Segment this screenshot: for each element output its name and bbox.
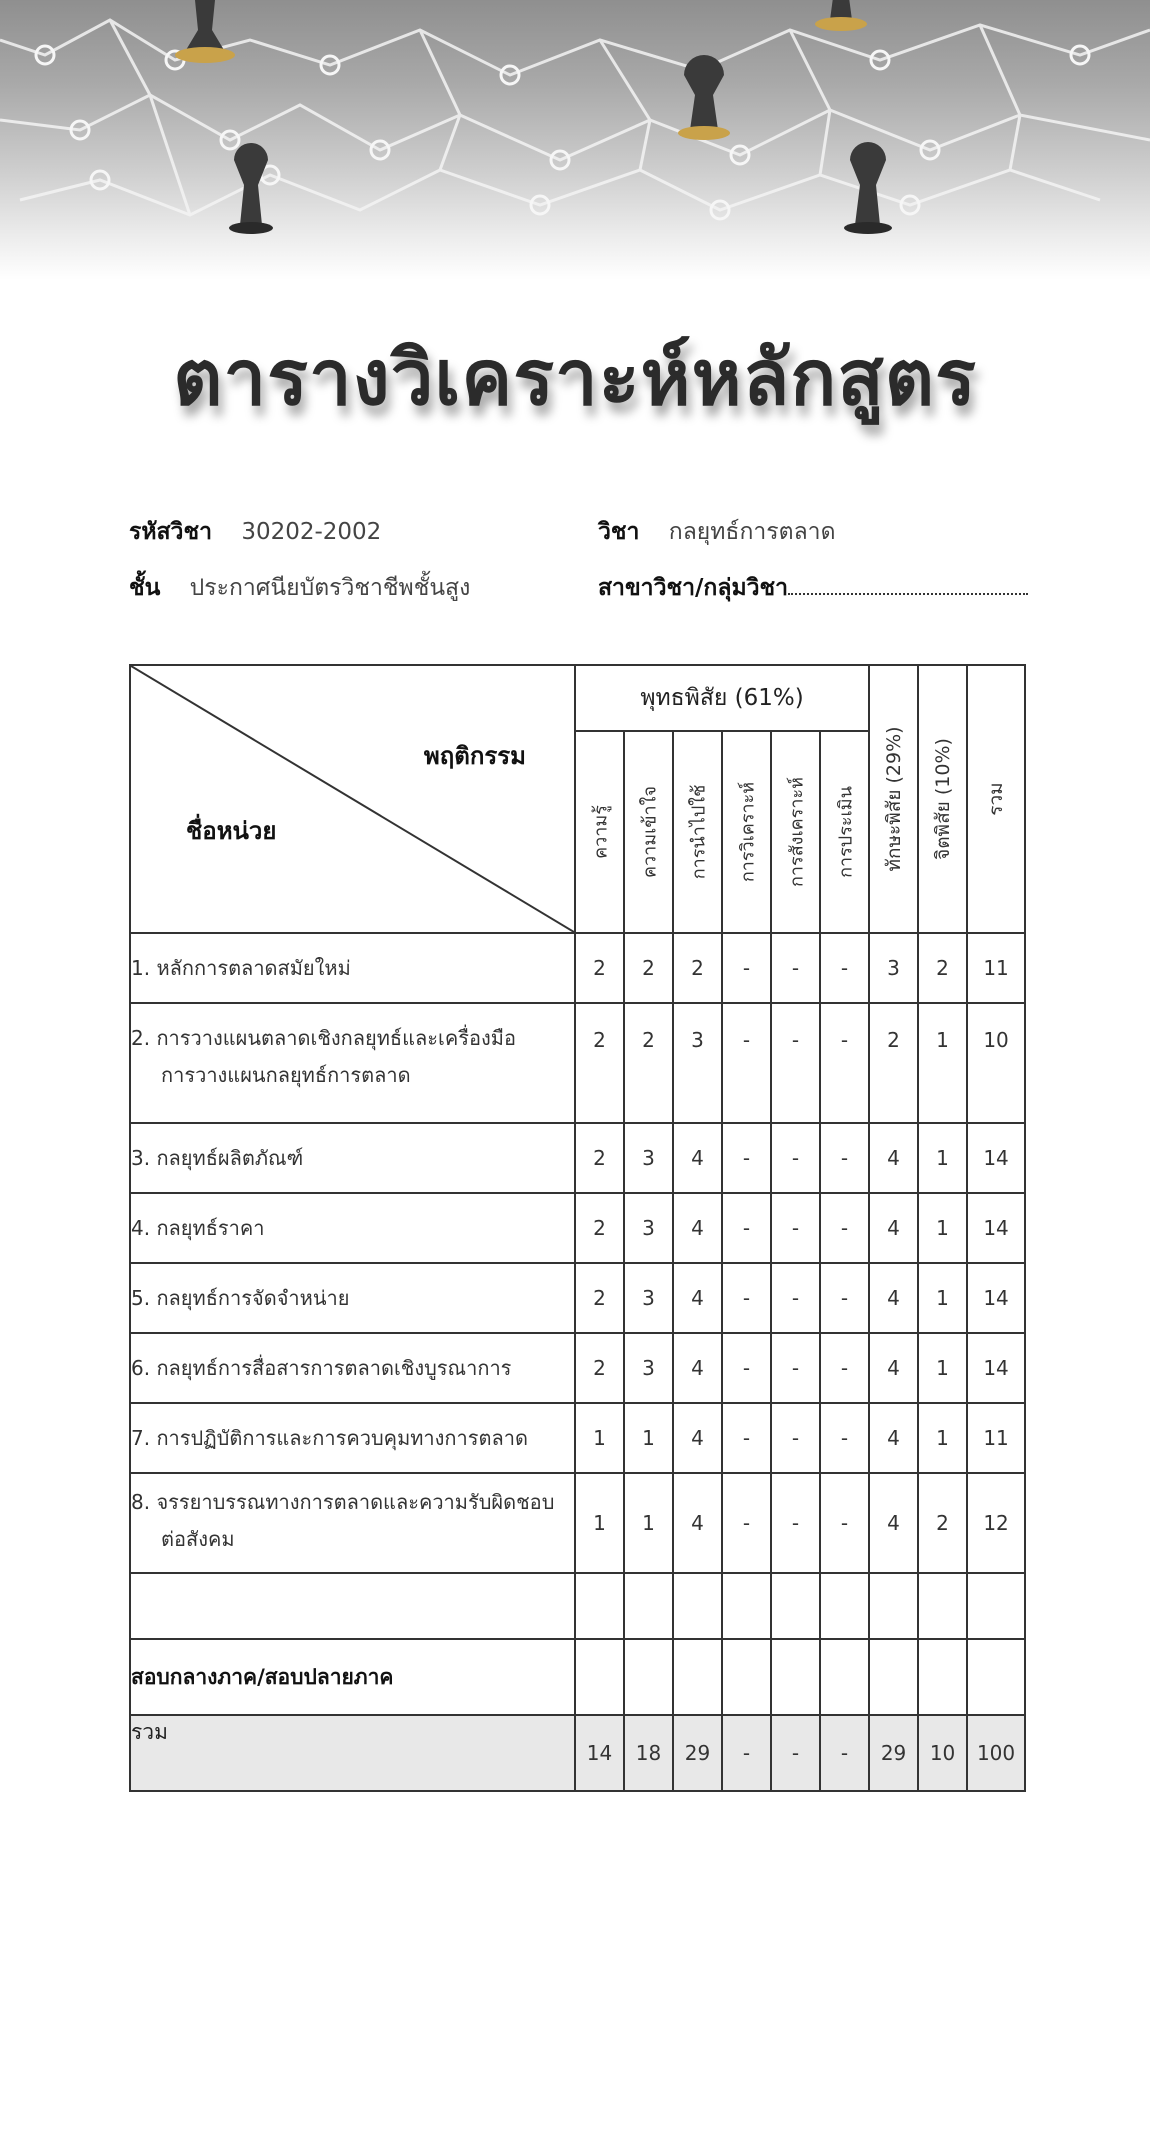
cell-value: - (820, 1003, 869, 1123)
cell-value: - (722, 1403, 771, 1473)
cell-value: 1 (918, 1193, 967, 1263)
cell-value: 4 (673, 1403, 722, 1473)
cell-value: 4 (673, 1123, 722, 1193)
table-row (130, 1403, 1025, 1473)
cell-value: 14 (967, 1263, 1025, 1333)
cell-value: 1 (918, 1333, 967, 1403)
course-code-value: 30202-2002 (241, 519, 382, 545)
col-header-evaluation: การประเมิน (820, 731, 869, 933)
cell-value: - (722, 933, 771, 1003)
level-label: ชั้น (129, 575, 161, 601)
col-header-analysis: การวิเคราะห์ (722, 731, 771, 933)
cell-value: - (820, 1193, 869, 1263)
cell-value: 4 (869, 1473, 918, 1573)
cell-value: - (771, 1473, 820, 1573)
page-title: ตารางวิเคราะห์หลักสูตร (173, 333, 977, 422)
cell-value: - (722, 1003, 771, 1123)
total-value: 29 (673, 1715, 722, 1791)
cell-value: 1 (918, 1123, 967, 1193)
unit-name: 7. การปฏิบัติการและการควบคุมทางการตลาด (130, 1403, 575, 1473)
cell-value: - (820, 1473, 869, 1573)
cell-value: 3 (624, 1123, 673, 1193)
course-code-row (129, 514, 381, 550)
cell-value: 4 (869, 1123, 918, 1193)
subject-label: วิชา (598, 519, 640, 545)
department-blank-line (788, 573, 1028, 595)
skill-col-header: ทักษะพิสัย (29%) (869, 665, 918, 933)
cell-value: - (771, 1403, 820, 1473)
unit-name: 2. การวางแผนตลาดเชิงกลยุทธ์และเครื่องมือ การวางแผนกลยุทธ์การตลาด (130, 1003, 575, 1123)
cell-value: 3 (869, 933, 918, 1003)
total-value: - (722, 1715, 771, 1791)
unit-name: 8. จรรยาบรรณทางการตลาดและความรับผิดชอบ ต่อสังคม (130, 1473, 575, 1573)
cell-value: 2 (918, 1473, 967, 1573)
total-col-header: รวม (967, 665, 1025, 933)
cell-value: 2 (869, 1003, 918, 1123)
subject-value: กลยุทธ์การตลาด (668, 519, 836, 545)
cell-value: - (771, 933, 820, 1003)
attitude-col-header: จิตพิสัย (10%) (918, 665, 967, 933)
cell-value: - (820, 1263, 869, 1333)
table-row (130, 1333, 1025, 1403)
cell-value: 3 (624, 1263, 673, 1333)
total-value: 100 (967, 1715, 1025, 1791)
cell-value: 4 (869, 1193, 918, 1263)
cell-value: 2 (673, 933, 722, 1003)
total-label: รวม (130, 1715, 575, 1791)
table-row (130, 1003, 1025, 1123)
cell-value: 11 (967, 933, 1025, 1003)
cell-value: 2 (575, 933, 624, 1003)
total-value: 14 (575, 1715, 624, 1791)
cell-value: 3 (673, 1003, 722, 1123)
cell-value: - (722, 1193, 771, 1263)
col-header-application: การนำไปใช้ (673, 731, 722, 933)
department-row (598, 570, 1028, 606)
cell-value: 2 (575, 1123, 624, 1193)
table-row (130, 933, 1025, 1003)
cell-value: - (820, 1403, 869, 1473)
total-value: - (771, 1715, 820, 1791)
table-row (130, 1123, 1025, 1193)
cell-value: 10 (967, 1003, 1025, 1123)
col-header-synthesis: การสังเคราะห์ (771, 731, 820, 933)
cell-value: 3 (624, 1193, 673, 1263)
level-value: ประกาศนียบัตรวิชาชีพชั้นสูง (189, 575, 471, 601)
unit-name: 6. กลยุทธ์การสื่อสารการตลาดเชิงบูรณาการ (130, 1333, 575, 1403)
cell-value: 4 (869, 1403, 918, 1473)
unit-name: 3. กลยุทธ์ผลิตภัณฑ์ (130, 1123, 575, 1193)
cell-value: - (771, 1263, 820, 1333)
cognitive-group-header: พุทธพิสัย (61%) (575, 665, 869, 731)
cell-value: - (722, 1123, 771, 1193)
cell-value: 4 (673, 1333, 722, 1403)
cell-value: 1 (918, 1003, 967, 1123)
cell-value: 2 (918, 933, 967, 1003)
cell-value: 12 (967, 1473, 1025, 1573)
course-code-label: รหัสวิชา (129, 519, 212, 545)
diagonal-divider (131, 666, 574, 932)
total-value: 18 (624, 1715, 673, 1791)
cell-value: - (820, 933, 869, 1003)
level-row (129, 570, 470, 606)
cell-value: - (722, 1333, 771, 1403)
cell-value: 2 (575, 1003, 624, 1123)
cell-value: 4 (673, 1263, 722, 1333)
unit-name: 5. กลยุทธ์การจัดจำหน่าย (130, 1263, 575, 1333)
cell-value: 4 (673, 1473, 722, 1573)
unit-name: 4. กลยุทธ์ราคา (130, 1193, 575, 1263)
exam-row (130, 1639, 1025, 1715)
subject-row (598, 514, 836, 550)
total-row (130, 1715, 1025, 1791)
col-header-comprehension: ความเข้าใจ (624, 731, 673, 933)
total-value: 29 (869, 1715, 918, 1791)
cell-value: 1 (624, 1403, 673, 1473)
table-row (130, 1473, 1025, 1573)
cell-value: 2 (575, 1263, 624, 1333)
col-header-knowledge: ความรู้ (575, 731, 624, 933)
corner-header-cell (130, 665, 575, 933)
cell-value: - (771, 1123, 820, 1193)
cell-value: - (722, 1263, 771, 1333)
total-value: 10 (918, 1715, 967, 1791)
cell-value: 2 (624, 1003, 673, 1123)
table-row (130, 1193, 1025, 1263)
unit-name: 1. หลักการตลาดสมัยใหม่ (130, 933, 575, 1003)
blank-row (130, 1573, 1025, 1639)
cell-value: 4 (673, 1193, 722, 1263)
cell-value: 1 (575, 1473, 624, 1573)
cell-value: - (820, 1333, 869, 1403)
cell-value: - (771, 1333, 820, 1403)
cell-value: 4 (869, 1333, 918, 1403)
cell-value: - (771, 1193, 820, 1263)
exam-label: สอบกลางภาค/สอบปลายภาค (130, 1639, 575, 1715)
curriculum-analysis-table (129, 664, 1026, 1792)
cell-value: 1 (918, 1263, 967, 1333)
cell-value: 1 (624, 1473, 673, 1573)
department-label: สาขาวิชา/กลุ่มวิชา (598, 575, 789, 601)
unit-name-header: ชื่อหน่วย (186, 817, 277, 845)
cell-value: - (820, 1123, 869, 1193)
cell-value: 4 (869, 1263, 918, 1333)
behavior-header: พฤติกรรม (423, 742, 526, 770)
header-banner-image (0, 0, 1150, 280)
cell-value: 11 (967, 1403, 1025, 1473)
cell-value: 14 (967, 1193, 1025, 1263)
cell-value: - (722, 1473, 771, 1573)
cell-value: 1 (575, 1403, 624, 1473)
total-value: - (820, 1715, 869, 1791)
cell-value: - (771, 1003, 820, 1123)
cell-value: 3 (624, 1333, 673, 1403)
cell-value: 2 (575, 1333, 624, 1403)
cell-value: 1 (918, 1403, 967, 1473)
cell-value: 14 (967, 1123, 1025, 1193)
table-row (130, 1263, 1025, 1333)
cell-value: 2 (575, 1193, 624, 1263)
cell-value: 14 (967, 1333, 1025, 1403)
chess-network-illustration (0, 0, 1150, 280)
cell-value: 2 (624, 933, 673, 1003)
